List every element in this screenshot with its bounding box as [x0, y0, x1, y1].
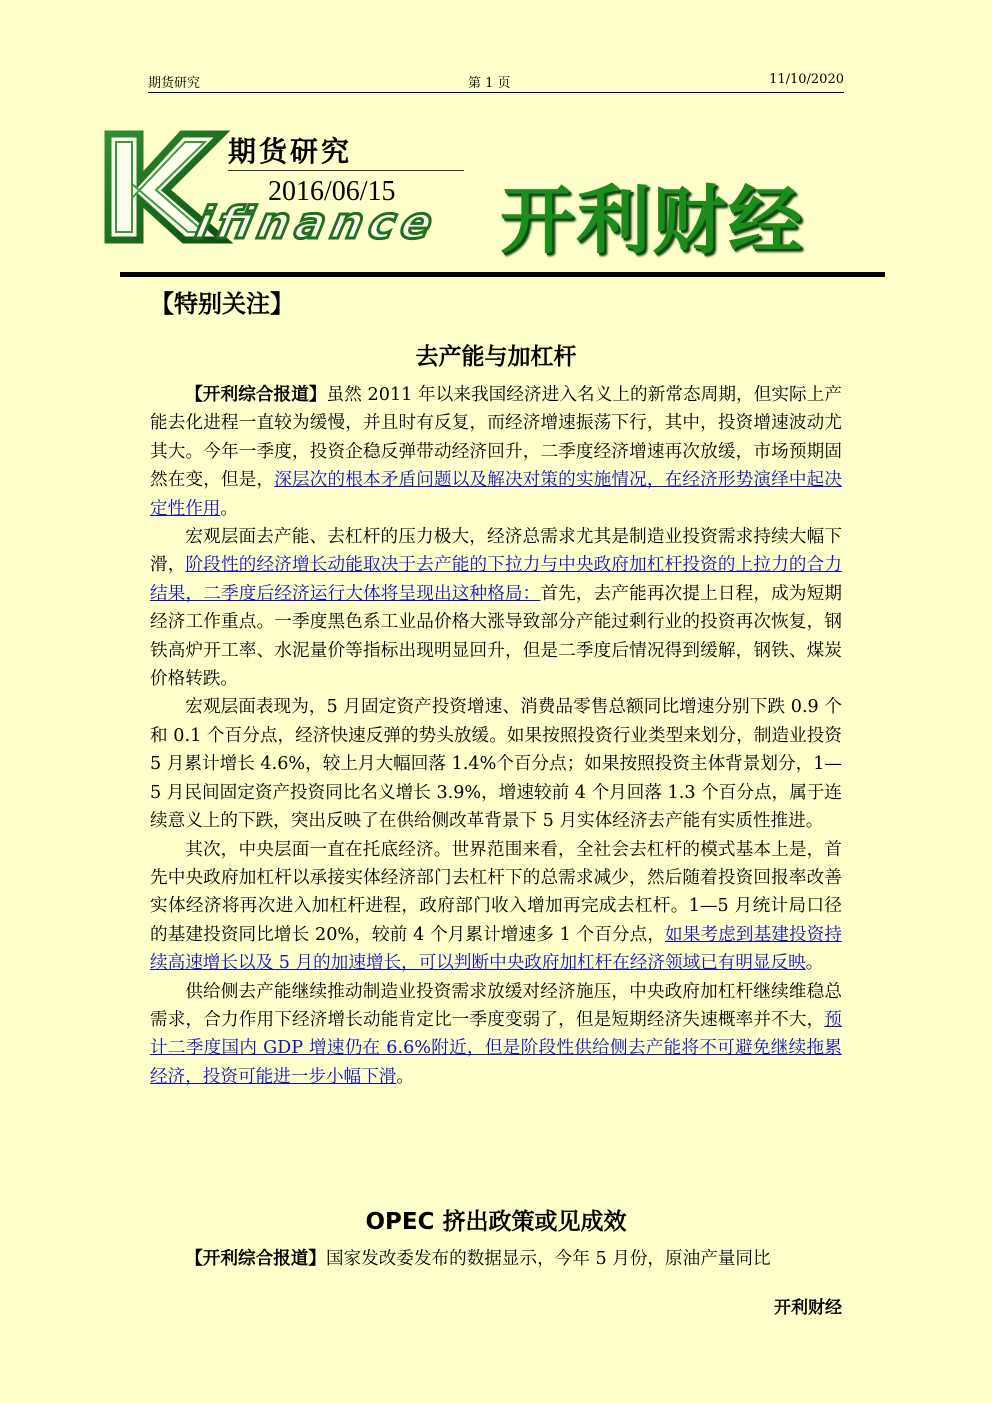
highlighted-text: 预计二季度国内 GDP 增速仍在 6.6%附近，但是阶段性供给侧去产能将不可避免继续拖累经济，投资可能进一步小幅下滑	[150, 1009, 842, 1087]
paragraph-text: 国家发改委发布的数据显示，今年 5 月份，原油产量同比	[325, 1249, 771, 1269]
article-body	[150, 1245, 842, 1273]
source-tag: 【开利综合报道】	[185, 385, 327, 405]
section-label: 【特别关注】	[150, 290, 294, 318]
footer-brand: 开利财经	[774, 1298, 842, 1318]
paragraph-text: 宏观层面表现为，5 月固定资产投资增速、消费品零售总额同比增速分别下跌 0.9 个和 0.1 个百分点，经济快速反弹的势头放缓。如果按照投资行业类型来划分，制造业投资 5 月累计增长 4.6%，较上月大幅回落 1.4%个百分点；如果按照投资主体背景划分，1—5 月民间固定资产投资同比名义增长 3.9%，增速较前 4 个月回落 1.3 个百分点，属于连续意义上的下跌，突出反映了在供给侧改革背景下 5 月实体经济去产能有实质性推进。	[150, 697, 842, 832]
masthead-rule	[228, 170, 464, 171]
header-publication: 期货研究	[148, 76, 201, 91]
paragraph-text: 。	[805, 953, 824, 974]
header-date: 11/10/2020	[769, 72, 844, 87]
highlighted-text: 如果考虑到基建投资持续高速增长以及 5 月的加速增长，可以判断中央政府加杠杆在经济领域已有明显反映	[150, 924, 842, 974]
paragraph-text: 虽然 2011 年以来我国经济进入名义上的新常态周期，但实际上产能去化进程一直较为缓慢，并且时有反复，而经济增速振荡下行，其中，投资增速波动尤其大。今年一季度，投资企稳反弹带动经济回升，二季度经济增速再次放缓，市场预期固然在变，但是，	[150, 385, 842, 491]
running-header	[148, 70, 844, 93]
masthead	[100, 122, 880, 262]
highlighted-text: 阶段性的经济增长动能取决于去产能的下拉力与中央政府加杠杆投资的上拉力的合力结果，二季度后经济运行大体将呈现出这种格局：	[150, 555, 842, 604]
article-title: OPEC 挤出政策或见成效	[365, 1209, 627, 1235]
paragraph-text: 供给侧去产能继续推动制造业投资需求放缓对经济施压，中央政府加杠杆继续维稳总需求，合力作用下经济增长动能肯定比一季度变弱了，但是短期经济失速概率并不大，	[150, 981, 842, 1030]
masthead-title: 期货研究	[228, 135, 353, 168]
logo-word: ifinance	[191, 198, 437, 249]
source-tag: 【开利综合报道】	[185, 1249, 326, 1269]
paragraph-text: 首先，去产能再次提上日程，成为短期经济工作重点。一季度黑色系工业品价格大涨导致部分产能过剩行业的投资再次恢复，钢铁高炉开工率、水泥量价等指标出现明显回升，但是二季度后情况得到缓解，钢铁、煤炭价格转跌。	[150, 583, 842, 690]
paragraph-text: 其次，中央层面一直在托底经济。世界范围来看，全社会去杠杆的模式基本上是，首先中央政府加杠杆以承接实体经济部门去杠杆下的总需求减少，然后随着投资回报率改善实体经济将再次进入加杠杆进程，政府部门收入增加再完成去杠杆。1—5 月统计局口径的基建投资同比增长 20%，较前 4 个月累计增速多 1 个百分点，	[150, 839, 842, 945]
article-body	[150, 381, 842, 1091]
brand-wordmark: 开利财经	[500, 178, 804, 264]
article-title: 去产能与加杠杆	[415, 344, 577, 370]
paragraph-text: 宏观层面去产能、去杠杆的压力极大，经济总需求尤其是制造业投资需求持续大幅下滑，	[150, 527, 842, 576]
paragraph	[150, 693, 842, 835]
masthead-date: 2016/06/15	[268, 176, 396, 207]
highlighted-text: 深层次的根本矛盾问题以及解决对策的实施情况，在经济形势演绎中起决定性作用	[150, 470, 842, 519]
paragraph	[150, 1245, 842, 1273]
paragraph-text: 。	[396, 1066, 414, 1087]
paragraph	[150, 523, 842, 693]
header-page-number: 第 1 页	[468, 76, 511, 91]
paragraph	[150, 836, 842, 978]
paragraph	[150, 381, 842, 523]
paragraph-text: 。	[220, 498, 238, 519]
paragraph	[150, 978, 842, 1092]
masthead-divider	[120, 272, 885, 277]
